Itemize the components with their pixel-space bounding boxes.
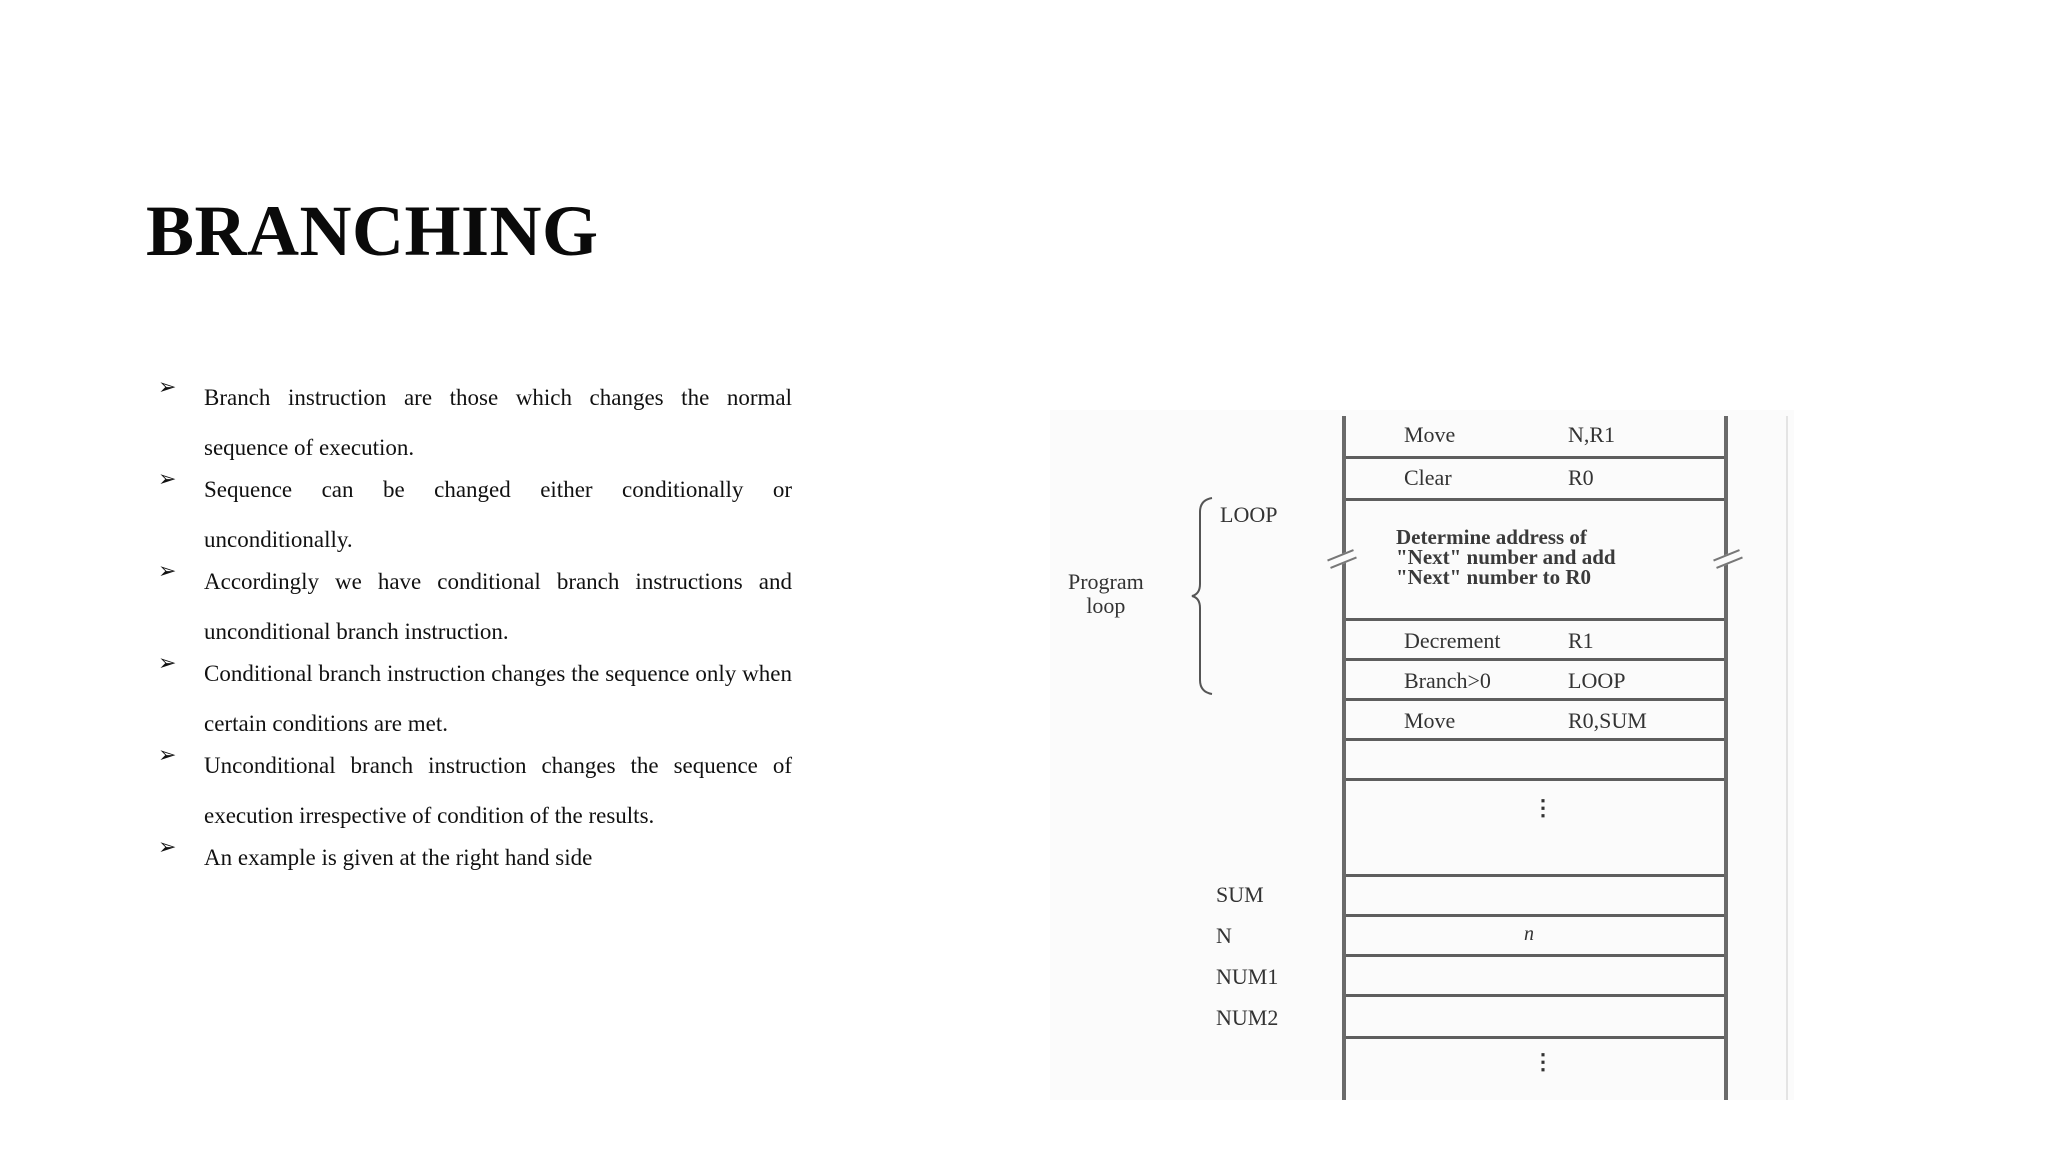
memory-row: [1346, 456, 1724, 498]
loop-label: loop: [1086, 593, 1126, 618]
list-item: [156, 649, 792, 748]
bullet-text: Sequence can be changed either conditionally or unconditionally.: [204, 477, 792, 552]
ellipsis-icon: ⋮: [1532, 795, 1554, 820]
program-label: Program: [1068, 569, 1144, 594]
memory-row: [1346, 738, 1724, 778]
instruction-description: [1396, 527, 1616, 587]
arrow-bullet-icon: ➢: [158, 467, 177, 492]
arrow-bullet-icon: ➢: [158, 375, 177, 400]
memory-row-num2: [1346, 994, 1724, 1036]
list-item: [156, 833, 792, 883]
memory-column: [1342, 416, 1728, 1100]
description-line: "Next" number and add: [1396, 545, 1616, 569]
memory-row-sum: [1346, 874, 1724, 914]
list-item: [156, 465, 792, 564]
instruction-arg: N,R1: [1568, 422, 1616, 447]
instruction-op: Move: [1404, 708, 1456, 733]
instruction-op: Branch>0: [1404, 668, 1491, 693]
memory-layout-diagram: [1050, 410, 1794, 1100]
bullet-list: [156, 375, 792, 887]
n-label: N: [1216, 923, 1232, 948]
memory-row: [1346, 416, 1724, 456]
instruction-arg: LOOP: [1568, 668, 1626, 693]
n-value: n: [1524, 923, 1534, 945]
description-line: Determine address of: [1396, 525, 1587, 549]
slide-title: BRANCHING: [146, 191, 599, 271]
num2-label: NUM2: [1216, 1005, 1279, 1030]
ellipsis-icon: ⋮: [1532, 1049, 1554, 1074]
arrow-bullet-icon: ➢: [158, 559, 177, 584]
brace-icon: [1190, 496, 1220, 696]
memory-row-n: [1346, 914, 1724, 954]
memory-row: [1346, 778, 1724, 874]
num1-label: NUM1: [1216, 964, 1279, 989]
list-item: [156, 741, 792, 840]
sum-label: SUM: [1216, 882, 1264, 907]
instruction-arg: R0,SUM: [1568, 708, 1647, 733]
diagram-edge: [1786, 416, 1788, 1100]
instruction-arg: R1: [1568, 628, 1594, 653]
memory-row: [1346, 618, 1724, 658]
bullet-text: Unconditional branch instruction changes the sequence of execution irrespective of condition of the results.: [204, 753, 792, 828]
instruction-op: Move: [1404, 422, 1456, 447]
bullet-text: An example is given at the right hand side: [204, 845, 593, 870]
memory-row: [1346, 698, 1724, 738]
bullet-text: Branch instruction are those which changes the normal sequence of execution.: [204, 385, 792, 460]
memory-row: [1346, 658, 1724, 698]
bullet-text: Accordingly we have conditional branch instructions and unconditional branch instruction.: [204, 569, 792, 644]
arrow-bullet-icon: ➢: [158, 651, 177, 676]
memory-row: [1346, 1036, 1724, 1100]
instruction-op: Decrement: [1404, 628, 1501, 653]
program-loop-label: [1068, 570, 1144, 618]
description-line: "Next" number to R0: [1396, 565, 1591, 589]
memory-row: [1346, 498, 1724, 618]
bullet-text: Conditional branch instruction changes the sequence only when certain conditions are met.: [204, 661, 792, 736]
list-item: [156, 557, 792, 656]
arrow-bullet-icon: ➢: [158, 835, 177, 860]
loop-marker-label: LOOP: [1220, 502, 1278, 527]
instruction-op: Clear: [1404, 465, 1452, 490]
arrow-bullet-icon: ➢: [158, 743, 177, 768]
memory-row-num1: [1346, 954, 1724, 994]
list-item: [156, 373, 792, 472]
instruction-arg: R0: [1568, 465, 1594, 490]
